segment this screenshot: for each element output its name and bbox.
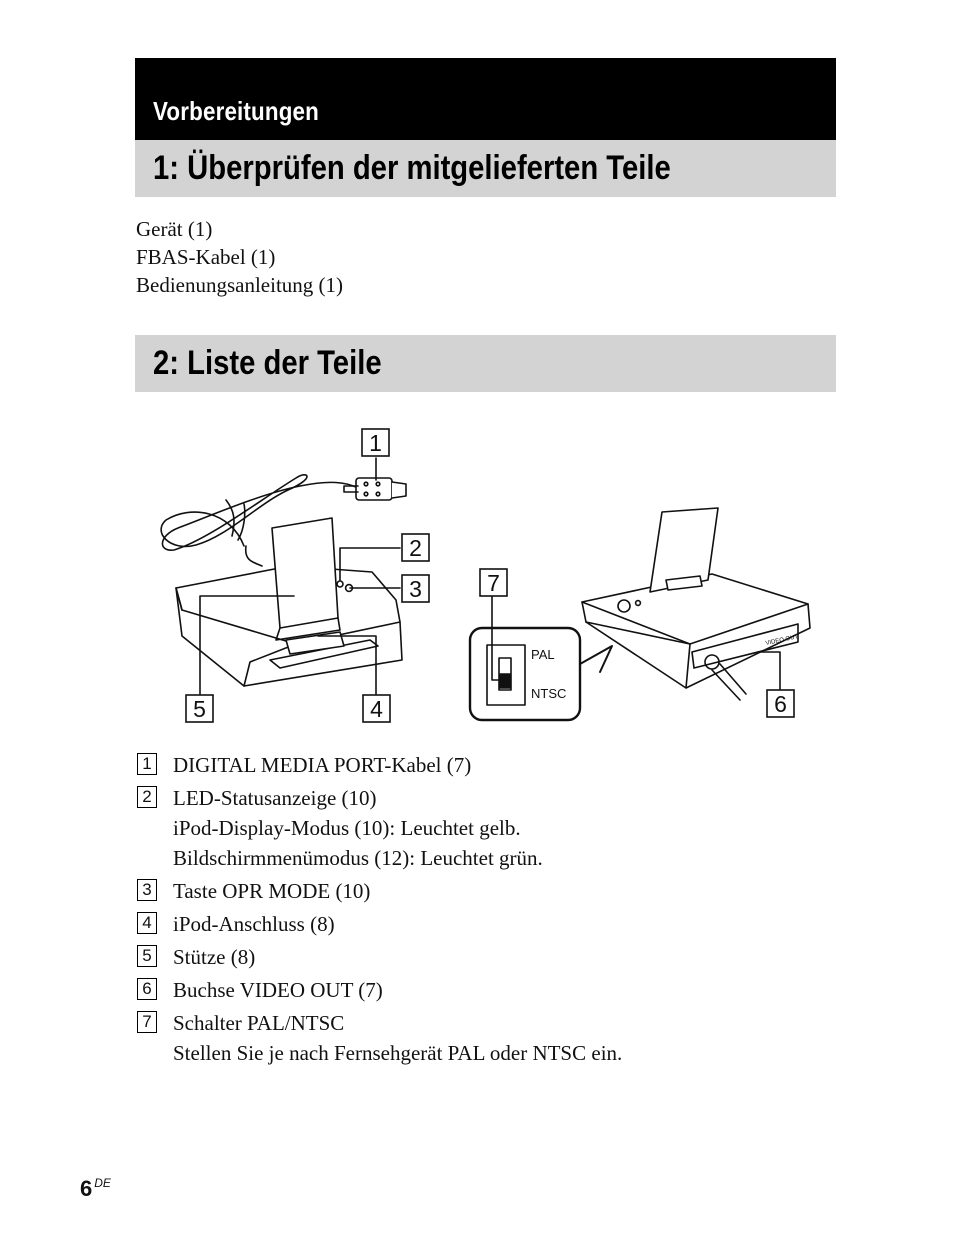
part-text-detail: Stellen Sie je nach Fernsehgerät PAL oder NTSC ein.: [173, 1041, 623, 1065]
left-support: [272, 518, 338, 628]
page-number-value: 6: [80, 1176, 93, 1201]
part-text: Stütze (8): [173, 945, 256, 969]
device-illustration: [150, 420, 830, 740]
part-text: Taste OPR MODE (10): [173, 879, 371, 903]
heading-supplied-parts: 1: Überprüfen der mitgelieferten Teile: [153, 149, 671, 187]
part-text: DIGITAL MEDIA PORT-Kabel (7): [173, 753, 472, 777]
part-number: 1: [137, 753, 157, 775]
part-text: Schalter PAL/NTSC: [173, 1011, 345, 1035]
callout-2: 2: [409, 535, 422, 561]
part-number: 4: [137, 912, 157, 934]
part-item: [137, 876, 622, 906]
jack-label: VIDEO OUT: [765, 634, 799, 647]
callout-4: 4: [370, 696, 383, 722]
heading-band-1: [135, 140, 836, 197]
part-item: [137, 1008, 622, 1068]
callout-7: 7: [487, 570, 500, 596]
callout-5: 5: [193, 696, 206, 722]
part-number: 5: [137, 945, 157, 967]
part-number: 3: [137, 879, 157, 901]
section-label: Vorbereitungen: [153, 96, 319, 126]
switch-label-ntsc: NTSC: [531, 686, 567, 701]
part-number: 6: [137, 978, 157, 1000]
part-item: [137, 783, 622, 873]
supplied-item: Gerät (1): [136, 217, 213, 241]
supplied-item: FBAS-Kabel (1): [136, 245, 276, 269]
heading-band-2: [135, 335, 836, 392]
page-language: DE: [94, 1176, 111, 1190]
switch-label-pal: PAL: [531, 647, 555, 662]
parts-list: [137, 750, 622, 1071]
part-text: iPod-Anschluss (8): [173, 912, 335, 936]
part-text: Buchse VIDEO OUT (7): [173, 978, 383, 1002]
heading-parts-list: 2: Liste der Teile: [153, 344, 382, 382]
part-text: LED-Statusanzeige (10): [173, 786, 377, 810]
page-number: [80, 1176, 111, 1202]
part-number: 7: [137, 1011, 157, 1033]
part-text-detail: iPod-Display-Modus (10): Leuchtet gelb.: [173, 816, 521, 840]
part-item: [137, 909, 622, 939]
supplied-items-list: [136, 215, 343, 299]
supplied-item: Bedienungsanleitung (1): [136, 273, 344, 297]
part-number: 2: [137, 786, 157, 808]
callout-1: 1: [369, 430, 382, 456]
part-item: [137, 942, 622, 972]
callout-3: 3: [409, 576, 422, 602]
part-item: [137, 975, 622, 1005]
callout-6: 6: [774, 691, 787, 717]
part-text-detail: Bildschirmmenümodus (12): Leuchtet grün.: [173, 846, 543, 870]
part-item: [137, 750, 622, 780]
